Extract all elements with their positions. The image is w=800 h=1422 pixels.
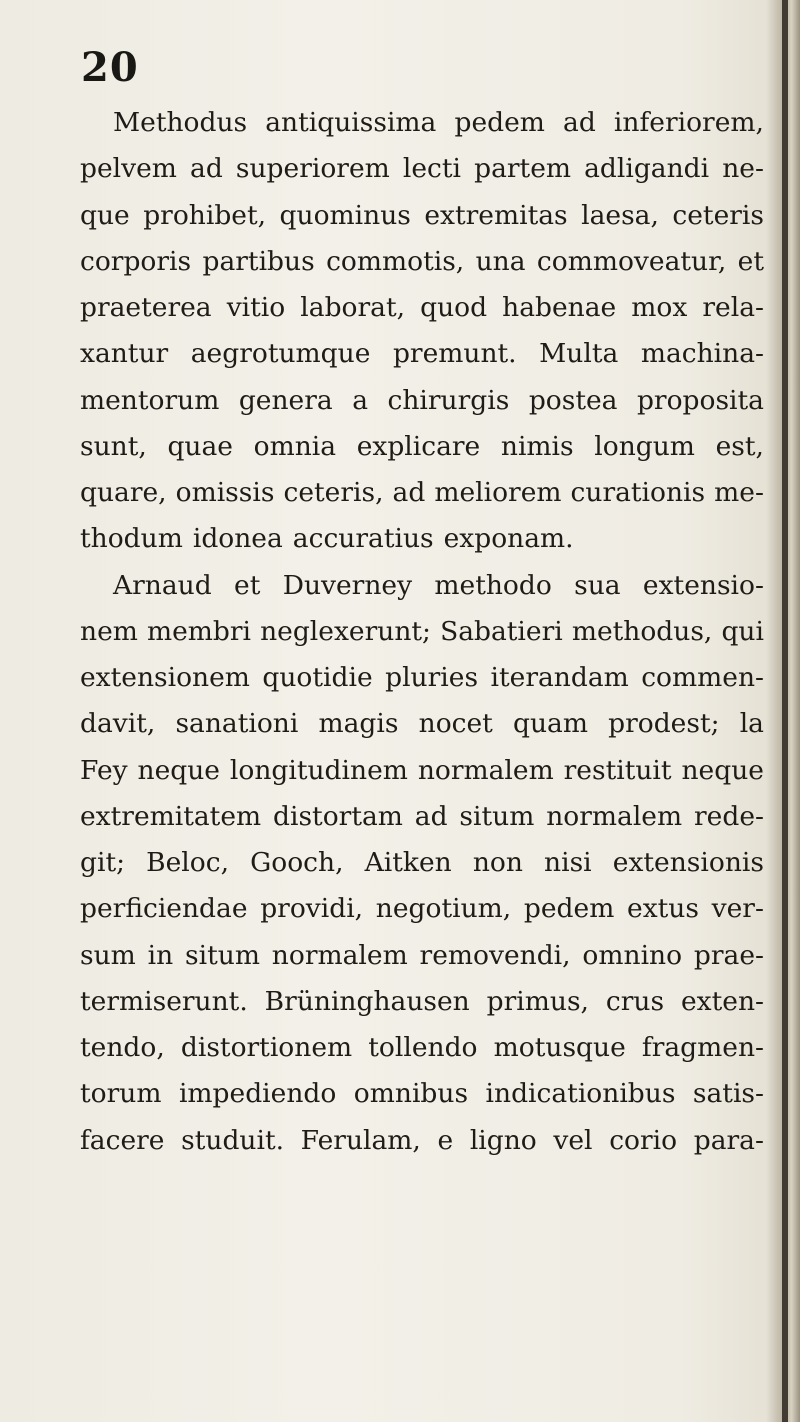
text-line: praeterea vitio laborat, quod habenae mox rela- (80, 292, 764, 323)
text-line: perficiendae providi, negotium, pedem extus ver- (80, 893, 764, 925)
text-line: facere studuit. Ferulam, e ligno vel corio para- (80, 1124, 764, 1156)
text-line: mentorum genera a chirurgis postea proposita (80, 384, 764, 416)
text-line: torum impediendo omnibus indicationibus satis- (80, 1078, 764, 1110)
text-line: pelvem ad superiorem lecti partem adligandi ne- (80, 153, 764, 185)
binding-edge (782, 0, 788, 1422)
text-line: corporis partibus commotis, una commoveatur, et (80, 245, 764, 277)
text-line: thodum idonea accuratius exponam. (80, 523, 574, 555)
page-number: 20 (81, 44, 139, 91)
text-line: termiserunt. Brüninghausen primus, crus exten- (80, 985, 764, 1017)
text-line: quare, omissis ceteris, ad meliorem curationis me- (80, 477, 764, 508)
text-line: tendo, distortionem tollendo motusque fragmen- (80, 1032, 764, 1063)
text-line: Methodus antiquissima pedem ad inferiorem, (113, 107, 764, 138)
body-text (80, 100, 764, 1164)
text-line: nem membri neglexerunt; Sabatieri methodus, qui (80, 615, 764, 647)
text-line: que prohibet, quominus extremitas laesa, ceteris (80, 199, 764, 231)
text-line: Arnaud et Duverney methodo sua extensio- (113, 569, 764, 601)
text-line: extremitatem distortam ad situm normalem rede- (80, 800, 764, 832)
text-line: git; Beloc, Gooch, Aitken non nisi extensionis (80, 847, 764, 878)
text-line: sum in situm normalem removendi, omnino prae- (80, 939, 764, 971)
text-line: Fey neque longitudinem normalem restituit neque (80, 754, 764, 786)
text-line: sunt, quae omnia explicare nimis longum est, (80, 430, 764, 462)
text-line: davit, sanationi magis nocet quam prodest; la (80, 708, 764, 740)
text-line: xantur aegrotumque premunt. Multa machina- (80, 338, 764, 370)
text-line: extensionem quotidie pluries iterandam commen- (80, 662, 764, 693)
